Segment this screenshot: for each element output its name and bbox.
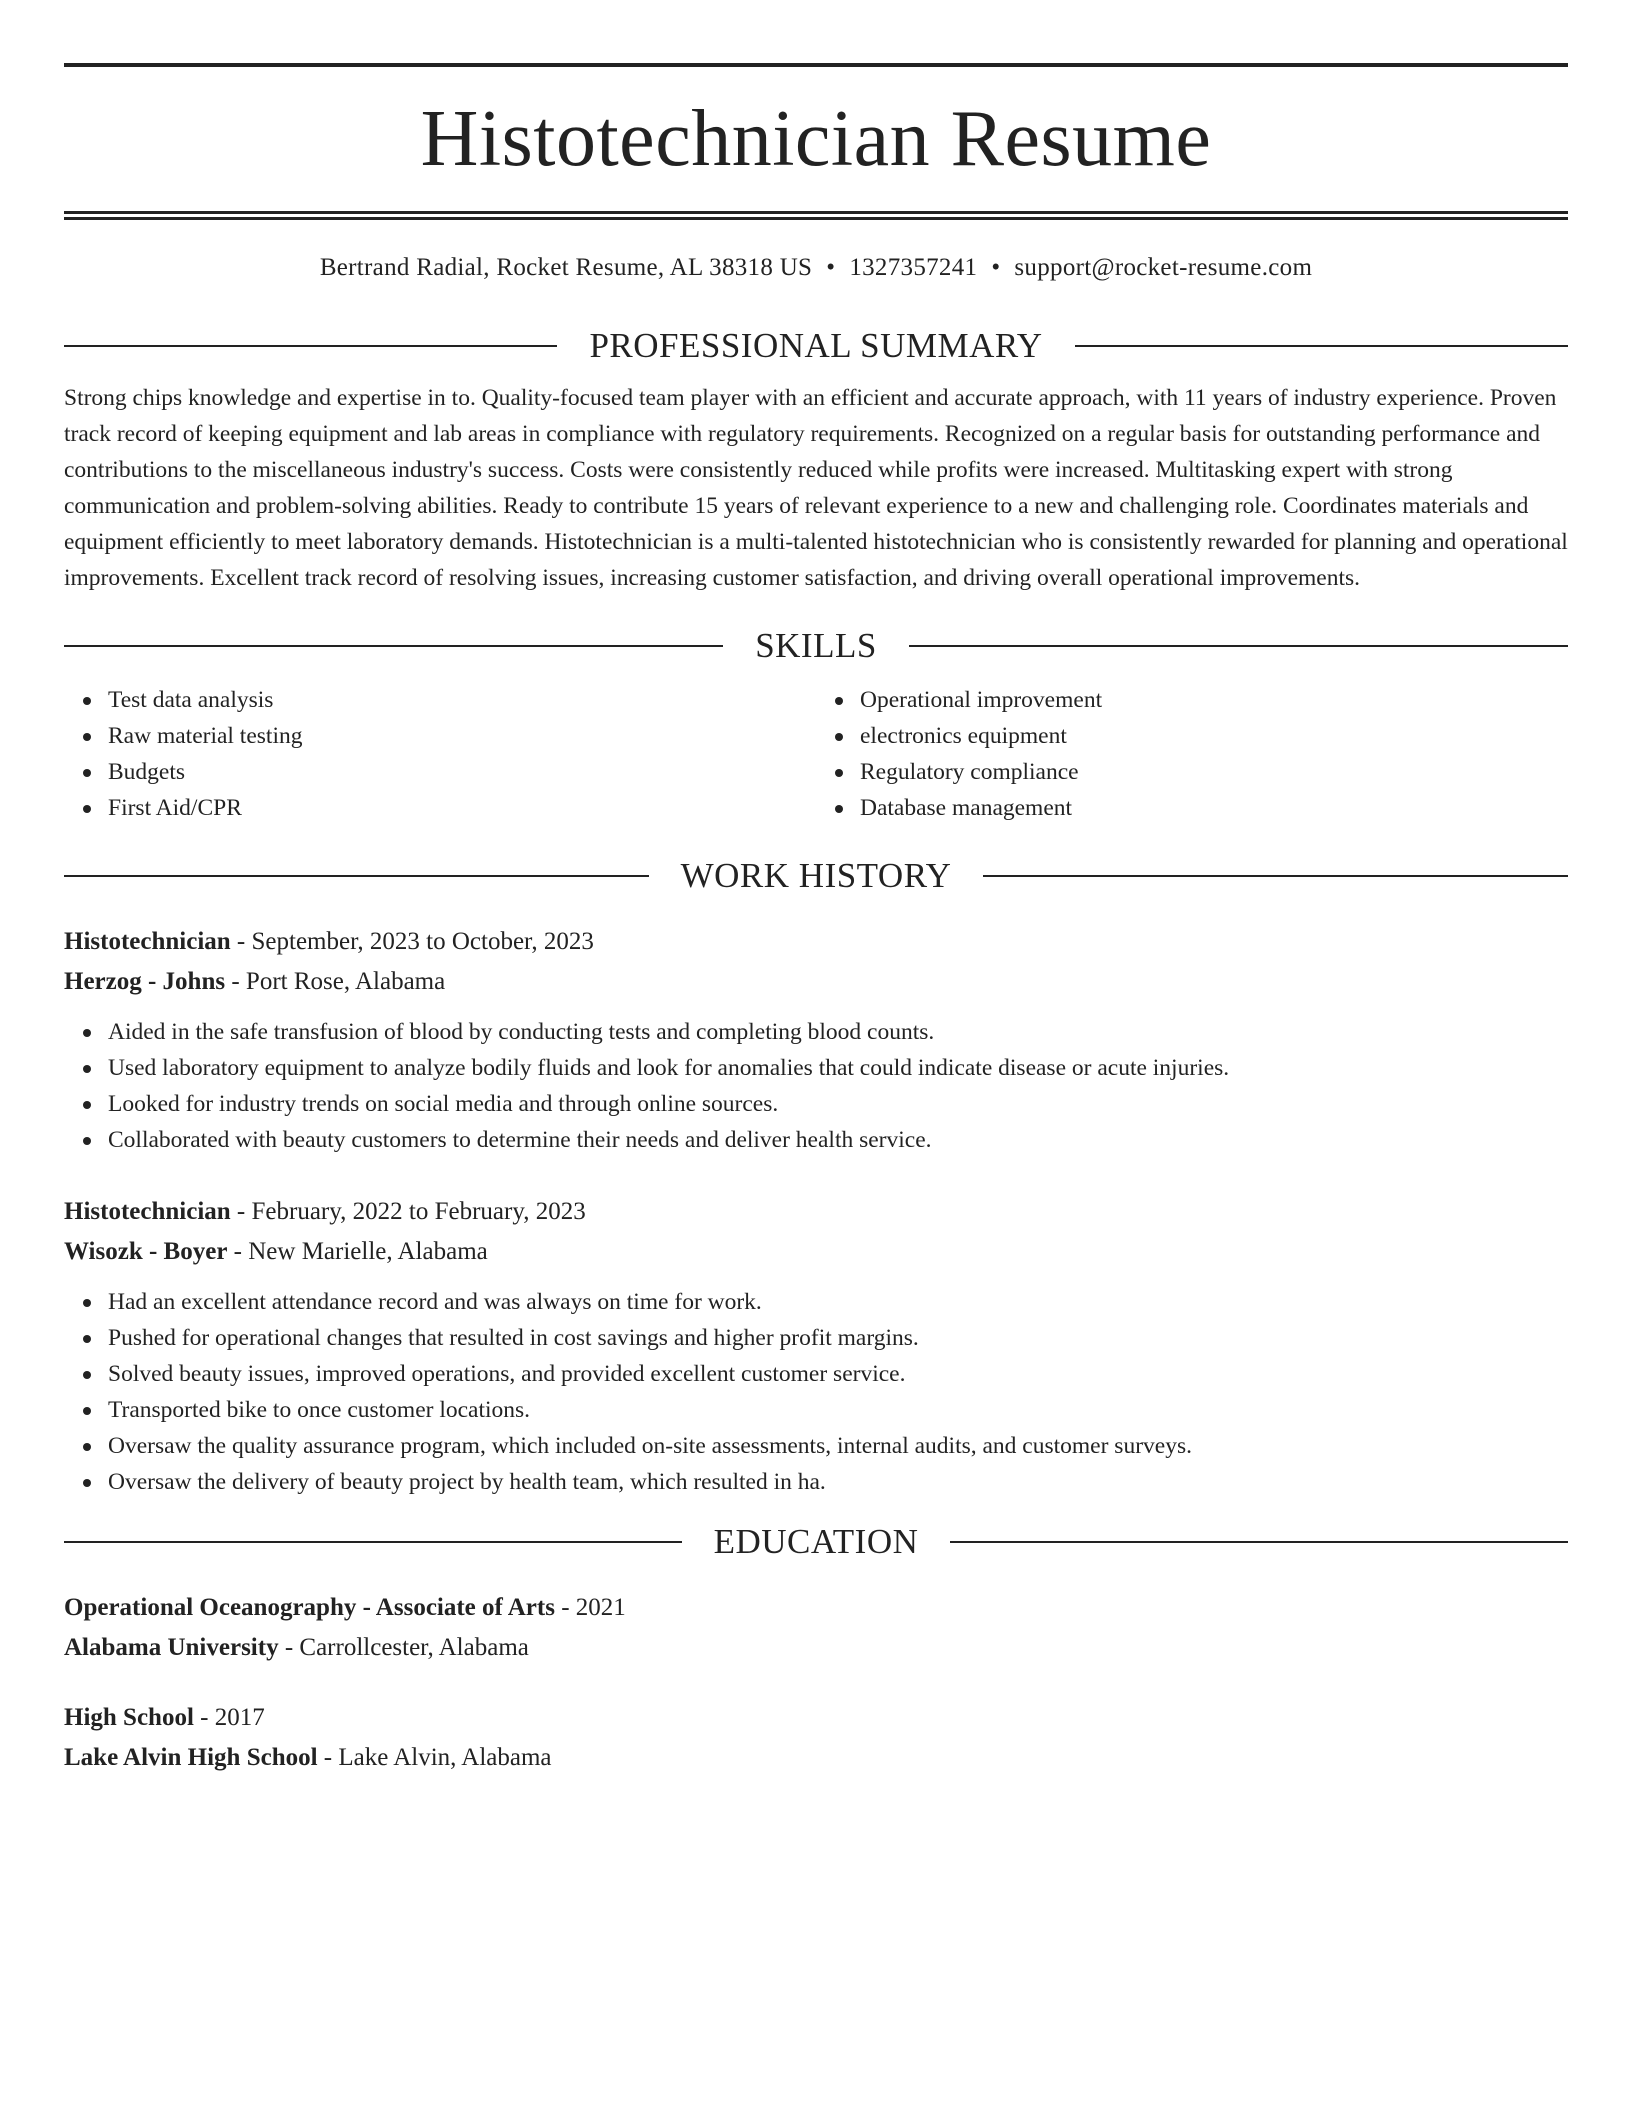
contact-separator: • [991, 254, 1001, 281]
job-location: - New Marielle, Alabama [227, 1238, 488, 1265]
skill-item: electronics equipment [860, 718, 1568, 754]
job-bullet: Aided in the safe transfusion of blood by conducting tests and completing blood counts. [108, 1014, 1568, 1050]
job-title-line [64, 922, 1568, 962]
job-bullets [64, 1284, 1568, 1500]
skills-heading [64, 626, 1568, 666]
job-dates: - September, 2023 to October, 2023 [230, 928, 594, 955]
job-company: Herzog - Johns [64, 968, 226, 995]
heading-rule-left [64, 645, 723, 647]
education-school: Alabama University [64, 1634, 279, 1661]
heading-rule-right [1075, 345, 1568, 347]
heading-rule-left [64, 875, 649, 877]
job-bullet: Looked for industry trends on social media and through online sources. [108, 1086, 1568, 1122]
job-bullets [64, 1014, 1568, 1158]
job-bullet: Had an excellent attendance record and was always on time for work. [108, 1284, 1568, 1320]
job-location: - Port Rose, Alabama [225, 968, 446, 995]
skill-item: Operational improvement [860, 682, 1568, 718]
job-title: Histotechnician [64, 1198, 231, 1225]
skills-heading-label: SKILLS [755, 626, 877, 665]
title-double-rule [64, 211, 1568, 220]
job-title-line [64, 1192, 1568, 1232]
education-location: - Lake Alvin, Alabama [317, 1744, 552, 1771]
heading-rule-left [64, 345, 557, 347]
skill-item: Budgets [108, 754, 816, 790]
job-bullet: Oversaw the quality assurance program, which included on-site assessments, internal audits, and customer surveys. [108, 1428, 1568, 1464]
education-heading-label: EDUCATION [713, 1522, 919, 1561]
skill-item: First Aid/CPR [108, 790, 816, 826]
education-heading [64, 1522, 1568, 1562]
education-entry [64, 1588, 1568, 1668]
work-heading [64, 856, 1568, 896]
skill-item: Regulatory compliance [860, 754, 1568, 790]
skills-column-right [816, 682, 1568, 826]
skill-item: Test data analysis [108, 682, 816, 718]
job-company-line [64, 962, 1568, 1002]
education-location: - Carrollcester, Alabama [278, 1634, 529, 1661]
contact-separator: • [826, 254, 836, 281]
summary-text: Strong chips knowledge and expertise in to. Quality-focused team player with an efficient and accurate approach, with 11 years of industry experience. Proven track record of keeping equipment and lab areas in compliance with regulatory requirements. Recognized on a regular basis for outstanding performance and contributions to the miscellaneous industry's success. Costs were consistently reduced while profits were increased. Multitasking expert with strong communication and problem-solving abilities. Ready to contribute 15 years of relevant experience to a new and challenging role. Coordinates materials and equipment efficiently to meet laboratory demands. Histotechnician is a multi-talented histotechnician who is consistently rewarded for planning and operational improvements. Excellent track record of resolving issues, increasing customer satisfaction, and driving overall operational improvements. [64, 385, 1568, 591]
job-bullet: Collaborated with beauty customers to determine their needs and deliver health service. [108, 1122, 1568, 1158]
education-degree: High School [64, 1704, 194, 1731]
education-year: - 2021 [554, 1594, 626, 1621]
contact-address: Bertrand Radial, Rocket Resume, AL 38318 US [319, 254, 813, 281]
skill-item: Database management [860, 790, 1568, 826]
heading-rule-left [64, 1541, 682, 1543]
education-degree: Operational Oceanography - Associate of Arts [64, 1594, 555, 1621]
job-company: Wisozk - Boyer [64, 1238, 228, 1265]
summary-heading-label: PROFESSIONAL SUMMARY [589, 326, 1043, 365]
skill-item: Raw material testing [108, 718, 816, 754]
education-degree-line [64, 1698, 1568, 1738]
job-bullet: Transported bike to once customer locations. [108, 1392, 1568, 1428]
skills-list [64, 682, 1568, 826]
education-school-line [64, 1738, 1568, 1778]
work-entry [64, 1192, 1568, 1500]
job-title: Histotechnician [64, 928, 231, 955]
job-company-line [64, 1232, 1568, 1272]
education-entry [64, 1698, 1568, 1778]
resume-title: Histotechnician Resume [420, 95, 1212, 183]
contact-phone: 1327357241 [849, 254, 978, 281]
job-bullet: Oversaw the delivery of beauty project by health team, which resulted in ha. [108, 1464, 1568, 1500]
education-school-line [64, 1628, 1568, 1668]
work-entry [64, 922, 1568, 1158]
job-bullet: Pushed for operational changes that resulted in cost savings and higher profit margins. [108, 1320, 1568, 1356]
job-bullet: Solved beauty issues, improved operations, and provided excellent customer service. [108, 1356, 1568, 1392]
education-degree-line [64, 1588, 1568, 1628]
skills-column-left [64, 682, 816, 826]
job-bullet: Used laboratory equipment to analyze bodily fluids and look for anomalies that could indicate disease or acute injuries. [108, 1050, 1568, 1086]
contact-email: support@rocket-resume.com [1014, 254, 1313, 281]
heading-rule-right [909, 645, 1568, 647]
summary-heading [64, 326, 1568, 366]
education-year: - 2017 [193, 1704, 265, 1731]
education-school: Lake Alvin High School [64, 1744, 318, 1771]
contact-line [64, 254, 1568, 282]
job-dates: - February, 2022 to February, 2023 [230, 1198, 586, 1225]
work-heading-label: WORK HISTORY [680, 856, 952, 895]
heading-rule-right [983, 875, 1568, 877]
heading-rule-right [950, 1541, 1568, 1543]
top-rule [64, 63, 1568, 67]
